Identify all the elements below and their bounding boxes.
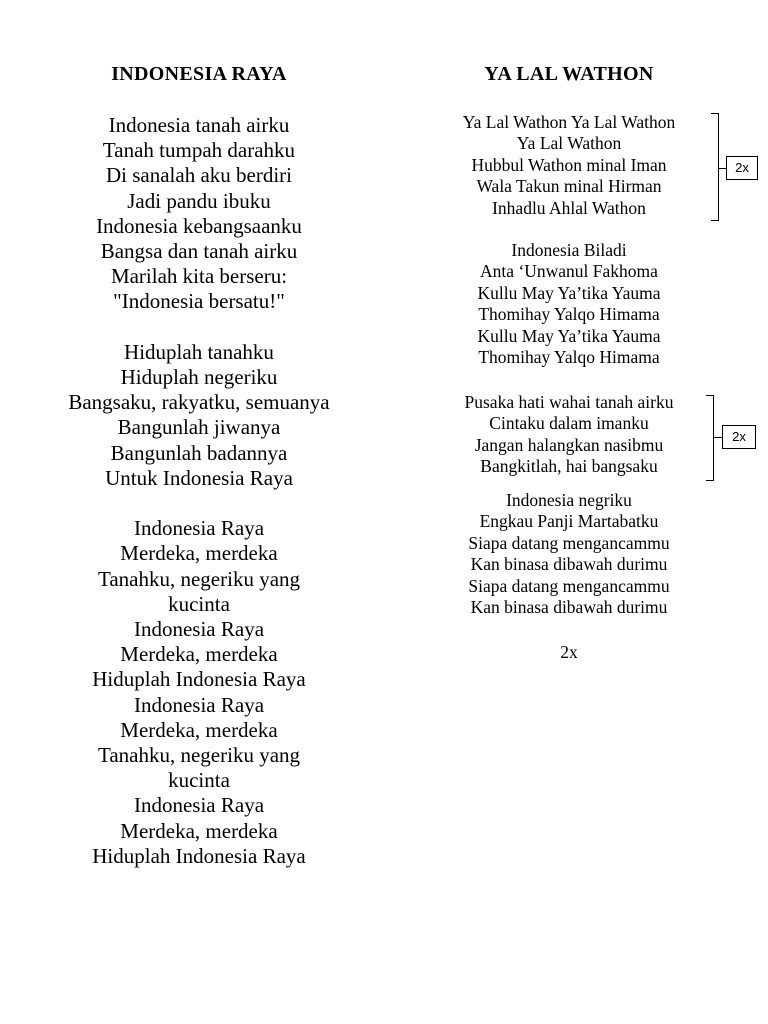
lyric-line: Ya Lal Wathon (516, 133, 622, 154)
repeat-bracket-1-connector (719, 168, 726, 169)
lyric-line: Anta ‘Unwanul Fakhoma (480, 261, 658, 282)
lyric-line: Thomihay Yalqo Himama (478, 347, 660, 368)
stanza-gap (0, 491, 398, 516)
lyric-line: Bangunlah badannya (110, 440, 288, 465)
lyric-line: Bangunlah jiwanya (117, 415, 281, 440)
lyric-line: Cintaku dalam imanku (489, 413, 649, 434)
lyric-line: Inhadlu Ahlal Wathon (492, 197, 646, 218)
lyric-line: Marilah kita berseru: (110, 264, 288, 289)
lyric-line: Hiduplah negeriku (120, 365, 278, 390)
lyric-line: Engkau Panji Martabatku (479, 511, 659, 532)
repeat-bracket-2 (706, 395, 714, 481)
lyric-line: Kan binasa dibawah durimu (470, 597, 668, 618)
lyric-line: Kan binasa dibawah durimu (470, 554, 668, 575)
ya-lal-wathon-stanza-2 (389, 240, 749, 368)
lyric-line: Jangan halangkan nasibmu (474, 434, 664, 455)
lyric-line: Merdeka, merdeka (120, 717, 278, 742)
lyric-line: Untuk Indonesia Raya (105, 465, 293, 490)
stanza-gap (0, 315, 398, 340)
lyric-line: Merdeka, merdeka (120, 818, 278, 843)
lyric-line: Kullu May Ya’tika Yauma (477, 282, 661, 303)
lyric-line: Indonesia tanah airku (108, 113, 290, 137)
lyric-line: Indonesia Biladi (511, 240, 627, 260)
lyric-line: Hiduplah tanahku (124, 339, 274, 364)
lyric-line: Indonesia Raya (133, 516, 265, 541)
repeat-bracket-1 (711, 113, 719, 221)
lyric-line: Tanah tumpah darahku (102, 138, 296, 163)
title-ya-lal-wathon: YA LAL WATHON (484, 63, 654, 85)
lyric-line: "Indonesia bersatu!" (113, 289, 285, 314)
lyrics-indonesia-raya (0, 113, 398, 869)
ya-lal-wathon-stanza-1 (389, 112, 749, 219)
lyric-line: Indonesia Raya (133, 793, 265, 818)
lyric-line: Siapa datang mengancammu (468, 532, 670, 553)
lyric-line: Hubbul Wathon minal Iman (471, 154, 667, 175)
repeat-box-1: 2x (726, 156, 758, 180)
ya-lal-wathon-stanza-3 (389, 392, 749, 478)
lyric-line: Ya Lal Wathon Ya Lal Wathon (462, 112, 676, 132)
lyric-line: Wala Takun minal Hirman (476, 176, 662, 197)
lyric-line: Indonesia negriku (506, 490, 632, 510)
lyric-line: Merdeka, merdeka (120, 642, 278, 667)
lyric-line: Di sanalah aku berdiri (105, 163, 293, 188)
lyric-line: Siapa datang mengancammu (468, 575, 670, 596)
lyric-line: Merdeka, merdeka (120, 541, 278, 566)
lyric-line: Pusaka hati wahai tanah airku (464, 392, 674, 412)
lyric-line: kucinta (168, 768, 230, 793)
lyric-line: Hiduplah Indonesia Raya (92, 667, 306, 692)
repeat-bracket-2-connector (714, 437, 722, 438)
title-indonesia-raya: INDONESIA RAYA (111, 63, 287, 85)
lyric-line: Bangkitlah, hai bangsaku (480, 456, 658, 477)
lyric-line: Indonesia Raya (133, 617, 265, 642)
lyric-line: Thomihay Yalqo Himama (478, 304, 660, 325)
lyric-line: Bangsaku, rakyatku, semuanya (68, 390, 330, 415)
repeat-box-2: 2x (722, 425, 756, 449)
lyric-line: Tanahku, negeriku yang (97, 566, 301, 591)
final-repeat-text: 2x (560, 642, 578, 662)
lyric-line: Indonesia kebangsaanku (96, 213, 302, 238)
ya-lal-wathon-stanza-4 (389, 490, 749, 618)
lyric-line: Hiduplah Indonesia Raya (92, 843, 306, 868)
final-repeat-label (389, 642, 749, 663)
lyric-line: Tanahku, negeriku yang (97, 743, 301, 768)
lyric-line: Indonesia Raya (133, 692, 265, 717)
lyric-line: Jadi pandu ibuku (127, 188, 271, 213)
lyric-line: Kullu May Ya’tika Yauma (477, 325, 661, 346)
lyric-line: kucinta (168, 591, 230, 616)
lyric-line: Bangsa dan tanah airku (100, 239, 298, 264)
